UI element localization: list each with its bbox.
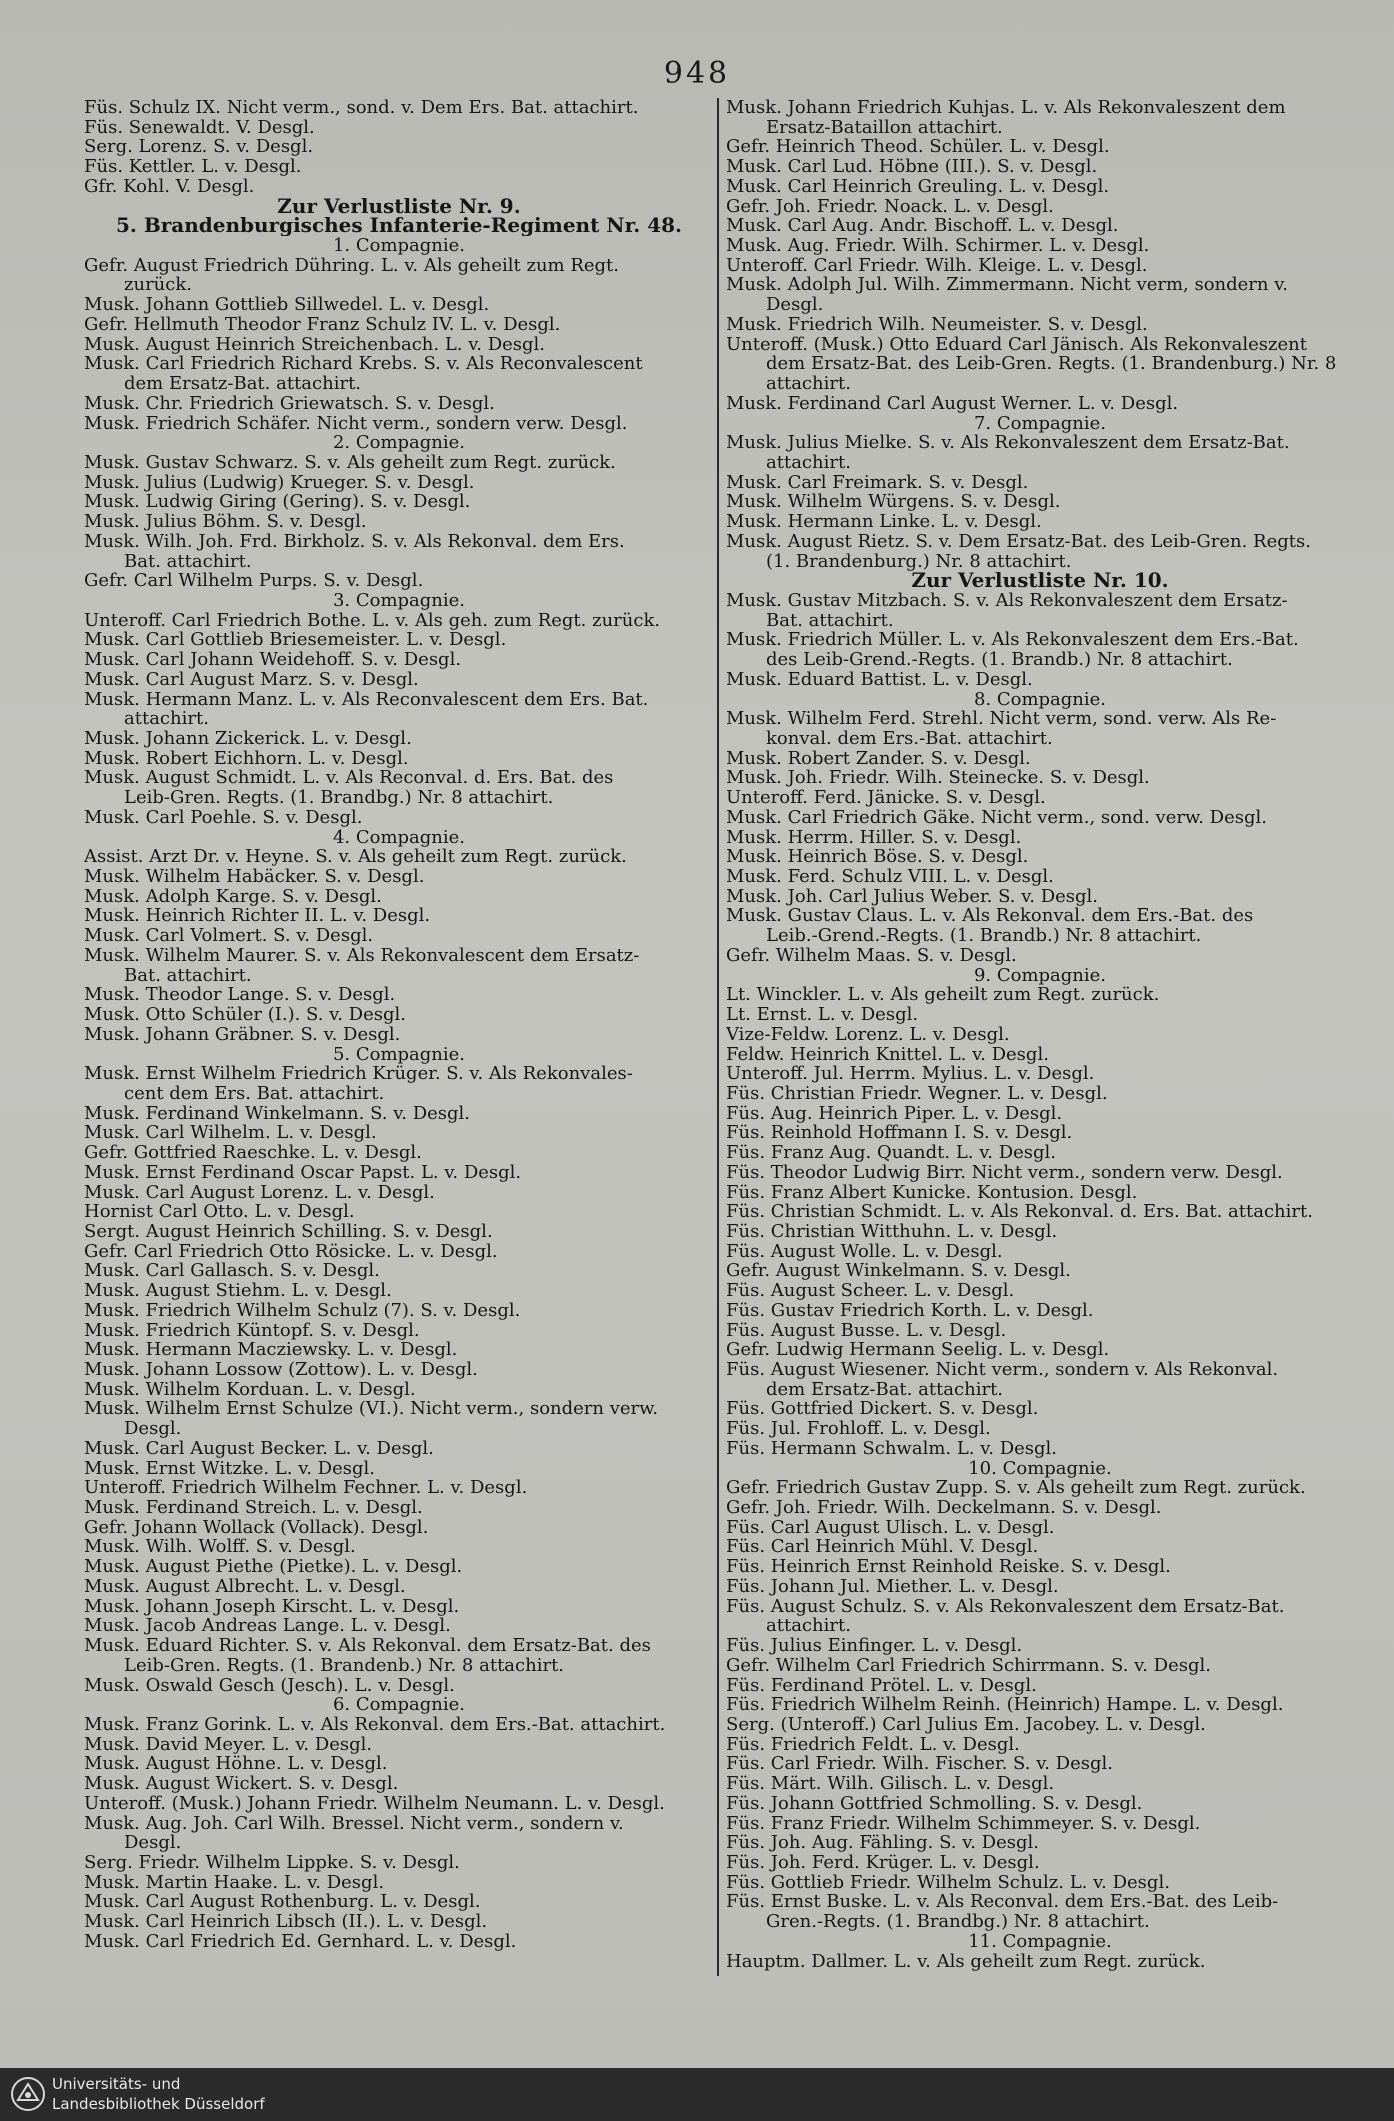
entry-line: Musk. Ludwig Giring (Gering). S. v. Desgl. [84,492,471,513]
entry-line: Musk. Carl Friedrich Gäke. Nicht verm., sond. verw. Desgl. [726,807,1267,828]
entry-line: Füs. Carl Friedr. Wilh. Fischer. S. v. Desgl. [726,1754,1113,1775]
entry-line: Musk. August Albrecht. L. v. Desgl. [84,1576,406,1597]
entry-line: Musk. August Rietz. S. v. Dem Ersatz-Bat. des Leib-Gren. Regts. [726,531,1311,552]
entry-line: Musk. Johann Gottlieb Sillwedel. L. v. Desgl. [84,295,490,315]
entry-line: Unteroff. Carl Friedrich Bothe. L. v. Als geh. zum Regt. zurück. [84,610,661,631]
entry-line: Füs. August Wiesener. Nicht verm., sondern v. Als Rekonval. [726,1360,1279,1380]
entry-line: Musk. Hermann Manz. L. v. Als Reconvalescent dem Ers. Bat. [84,689,649,710]
entry-line: Unteroff. Jul. Herrm. Mylius. L. v. Desgl. [726,1064,1095,1084]
company-heading: 3. Compagnie. [332,590,466,611]
entry-line: Musk. Ferdinand Carl August Werner. L. v. Desgl. [726,393,1179,414]
entry-line: Unteroff. (Musk.) Johann Friedr. Wilhelm Neumann. L. v. Desgl. [84,1793,665,1814]
entry-line: Desgl. [124,1833,182,1853]
entry-line: Musk. Johann Lossow (Zottow). L. v. Desgl. [84,1360,478,1380]
entry-line: Gefr. August Friedrich Dühring. L. v. Als geheilt zum Regt. [84,255,620,276]
section-heading: 5. Brandenburgisches Infanterie-Regiment Nr. 48. [116,216,682,237]
entry-line: Musk. Ferdinand Winkelmann. S. v. Desgl. [84,1103,471,1124]
entry-line: Musk. August Schmidt. L. v. Als Reconval. d. Ers. Bat. des [84,768,614,789]
ulb-logo-icon [10,2076,46,2112]
entry-line: Füs. Julius Einfinger. L. v. Desgl. [726,1636,1023,1656]
entry-line: Musk. Friedrich Müller. L. v. Als Rekonvaleszent dem Ers.-Bat. [726,630,1299,651]
entry-line: Lt. Winckler. L. v. Als geheilt zum Regt. zurück. [726,985,1160,1006]
entry-line: Musk. Wilhelm Ernst Schulze (VI.). Nicht verm., sondern verw. [84,1399,659,1420]
entry-line: Musk. Carl Gallasch. S. v. Desgl. [84,1261,380,1282]
entry-line: Musk. Carl Friedrich Ed. Gernhard. L. v. Desgl. [84,1931,517,1952]
entry-line: Musk. Friedrich Wilhelm Schulz (7). S. v. Desgl. [84,1300,521,1321]
left-column [84,98,714,1952]
company-heading: 8. Compagnie. [973,689,1107,710]
entry-line: Ersatz-Bataillon attachirt. [766,117,1003,138]
entry-line: Musk. Gustav Schwarz. S. v. Als geheilt zum Regt. zurück. [84,452,616,473]
company-heading: 6. Compagnie. [332,1695,466,1715]
entry-line: Musk. Carl Friedrich Richard Krebs. S. v. Als Reconvalescent [84,354,643,375]
entry-line: konval. dem Ers.-Bat. attachirt. [766,729,1053,749]
entry-line: Musk. Aug. Joh. Carl Wilh. Bressel. Nicht verm., sondern v. [84,1813,624,1834]
entry-line: Musk. Carl Lud. Höbne (III.). S. v. Desgl. [726,157,1098,177]
entry-line: Musk. Wilhelm Maurer. S. v. Als Rekonvalescent dem Ersatz- [84,945,640,966]
entry-line: Lt. Ernst. L. v. Desgl. [726,1005,919,1025]
entry-line: Unteroff. (Musk.) Otto Eduard Carl Jänisch. Als Rekonvaleszent [726,334,1307,355]
entry-line: Musk. Julius Böhm. S. v. Desgl. [84,512,367,532]
section-heading: Zur Verlustliste Nr. 10. [911,571,1169,591]
entry-line: Musk. August Piethe (Pietke). L. v. Desgl. [84,1557,463,1577]
entry-line: Musk. Wilhelm Korduan. L. v. Desgl. [84,1379,416,1400]
entry-line: Musk. Friedrich Wilh. Neumeister. S. v. Desgl. [726,314,1148,335]
entry-line: Musk. Eduard Richter. S. v. Als Rekonval. dem Ersatz-Bat. des [84,1636,651,1656]
entry-line: Musk. Johann Zickerick. L. v. Desgl. [84,729,412,749]
entry-line: Musk. Herrm. Hiller. S. v. Desgl. [726,827,1022,848]
entry-line: Füs. Christian Schmidt. L. v. Als Rekonval. d. Ers. Bat. attachirt. [726,1202,1313,1222]
entry-line: zurück. [124,275,192,296]
entry-line: Musk. Otto Schüler (I.). S. v. Desgl. [84,1005,406,1025]
entry-line: Musk. Gustav Mitzbach. S. v. Als Rekonvaleszent dem Ersatz- [726,590,1288,611]
entry-line: Gfr. Kohl. V. Desgl. [84,176,255,197]
entry-line: Musk. Joh. Carl Julius Weber. S. v. Desgl. [726,886,1099,907]
company-heading: 9. Compagnie. [973,965,1107,986]
entry-line: Desgl. [124,1419,182,1439]
entry-line: Musk. Hermann Macziewsky. L. v. Desgl. [84,1340,458,1360]
entry-line: Füs. Franz Friedr. Wilhelm Schimmeyer. S. v. Desgl. [726,1813,1201,1834]
entry-line: Musk. Heinrich Böse. S. v. Desgl. [726,847,1029,868]
entry-line: Musk. Adolph Karge. S. v. Desgl. [84,886,382,907]
footer-line-1: Universitäts- und [52,2075,181,2093]
entry-line: Musk. Carl Volmert. S. v. Desgl. [84,926,374,946]
entry-line: Füs. Friedrich Wilhelm Reinh. (Heinrich) Hampe. L. v. Desgl. [726,1695,1284,1715]
entry-line: Gefr. Joh. Friedr. Noack. L. v. Desgl. [726,196,1054,217]
column-divider [717,98,719,1976]
entry-line: Vize-Feldw. Lorenz. L. v. Desgl. [726,1024,1010,1045]
entry-line: Füs. Märt. Wilh. Gilisch. L. v. Desgl. [726,1774,1055,1794]
entry-line: Hornist Carl Otto. L. v. Desgl. [84,1202,355,1222]
entry-line: Musk. Julius Mielke. S. v. Als Rekonvaleszent dem Ersatz-Bat. [726,433,1290,453]
entry-line: dem Ersatz-Bat. des Leib-Gren. Regts. (1. Brandenburg.) Nr. 8 [766,354,1337,375]
entry-line: Musk. Friedrich Küntopf. S. v. Desgl. [84,1320,420,1341]
entry-line: Musk. Carl Wilhelm. L. v. Desgl. [84,1123,377,1144]
entry-line: Unteroff. Friedrich Wilhelm Fechner. L. v. Desgl. [84,1478,528,1499]
right-column [726,98,1354,1971]
entry-line: Füs. Gustav Friedrich Korth. L. v. Desgl. [726,1300,1094,1321]
entry-line: Musk. Robert Zander. S. v. Desgl. [726,748,1031,769]
entry-line: attachirt. [766,452,851,473]
entry-line: Musk. Ferdinand Streich. L. v. Desgl. [84,1498,423,1518]
entry-line: Musk. Jacob Andreas Lange. L. v. Desgl. [84,1616,451,1637]
entry-line: Gefr. Carl Wilhelm Purps. S. v. Desgl. [84,571,424,591]
entry-line: Gefr. Heinrich Theod. Schüler. L. v. Desgl. [726,137,1110,158]
entry-line: Musk. Ernst Wilhelm Friedrich Krüger. S. v. Als Rekonvales- [84,1064,633,1084]
entry-line: Musk. Ernst Ferdinand Oscar Papst. L. v. Desgl. [84,1162,522,1183]
entry-line: Leib.-Grend.-Regts. (1. Brandb.) Nr. 8 attachirt. [766,926,1202,946]
entry-line: Musk. Robert Eichhorn. L. v. Desgl. [84,748,409,769]
entry-line: Serg. Friedr. Wilhelm Lippke. S. v. Desgl. [84,1852,460,1873]
entry-line: Musk. Carl Johann Weidehoff. S. v. Desgl. [84,650,462,670]
entry-line: Leib-Gren. Regts. (1. Brandbg.) Nr. 8 attachirt. [124,788,554,808]
entry-line: Musk. Theodor Lange. S. v. Desgl. [84,985,396,1006]
entry-line: Füs. Joh. Ferd. Krüger. L. v. Desgl. [726,1852,1040,1873]
entry-line: Füs. Gottfried Dickert. S. v. Desgl. [726,1399,1039,1420]
entry-line: Füs. Jul. Frohloff. L. v. Desgl. [726,1419,991,1439]
entry-line: Musk. Carl Freimark. S. v. Desgl. [726,472,1029,493]
entry-line: Gefr. Ludwig Hermann Seelig. L. v. Desgl. [726,1340,1110,1360]
entry-line: Musk. August Stiehm. L. v. Desgl. [84,1281,392,1301]
entry-line: Musk. Hermann Linke. L. v. Desgl. [726,512,1042,532]
entry-line: Füs. Johann Gottfried Schmolling. S. v. Desgl. [726,1793,1143,1814]
company-heading: 5. Compagnie. [332,1044,466,1065]
entry-line: Musk. Joh. Friedr. Wilh. Steinecke. S. v. Desgl. [726,768,1150,789]
entry-line: Füs. Carl August Ulisch. L. v. Desgl. [726,1517,1055,1538]
entry-line: Füs. Ernst Buske. L. v. Als Reconval. dem Ers.-Bat. des Leib- [726,1892,1279,1913]
entry-line: Musk. Ernst Witzke. L. v. Desgl. [84,1458,375,1479]
entry-line: Füs. Franz Aug. Quandt. L. v. Desgl. [726,1143,1057,1163]
entry-line: Musk. Carl August Marz. S. v. Desgl. [84,669,419,690]
entry-line: Serg. Lorenz. S. v. Desgl. [84,137,314,158]
entry-line: Musk. Ferd. Schulz VIII. L. v. Desgl. [726,867,1054,887]
entry-line: Feldw. Heinrich Knittel. L. v. Desgl. [726,1044,1049,1065]
entry-line: attachirt. [124,709,209,729]
entry-line: Musk. Wilh. Joh. Frd. Birkholz. S. v. Als Rekonval. dem Ers. [84,531,625,552]
company-heading: 10. Compagnie. [968,1458,1112,1479]
entry-line: Musk. Gustav Claus. L. v. Als Rekonval. dem Ers.-Bat. des [726,906,1254,927]
entry-line: Musk. Johann Gräbner. S. v. Desgl. [84,1024,401,1045]
entry-line: Füs. Christian Witthuhn. L. v. Desgl. [726,1221,1058,1242]
entry-line: Unteroff. Ferd. Jänicke. S. v. Desgl. [726,788,1046,808]
entry-line: Serg. (Unteroff.) Carl Julius Em. Jacobey. L. v. Desgl. [726,1714,1206,1735]
entry-line: Musk. August Wickert. S. v. Desgl. [84,1774,399,1794]
entry-line: Musk. Oswald Gesch (Jesch). L. v. Desgl. [84,1675,455,1696]
entry-line: des Leib-Grend.-Regts. (1. Brandb.) Nr. 8 attachirt. [766,650,1233,670]
entry-line: Gefr. Friedrich Gustav Zupp. S. v. Als geheilt zum Regt. zurück. [726,1478,1306,1499]
entry-line: Unteroff. Carl Friedr. Wilh. Kleige. L. v. Desgl. [726,255,1148,276]
entry-line: Musk. Carl August Lorenz. L. v. Desgl. [84,1182,435,1203]
entry-line: dem Ersatz-Bat. attachirt. [766,1379,1004,1400]
entry-line: cent dem Ers. Bat. attachirt. [124,1083,385,1104]
entry-line: Gefr. Johann Wollack (Vollack). Desgl. [84,1517,429,1538]
entry-line: Gefr. August Winkelmann. S. v. Desgl. [726,1261,1071,1282]
entry-line: Füs. August Schulz. S. v. Als Rekonvaleszent dem Ersatz-Bat. [726,1596,1285,1617]
entry-line: Gefr. Gottfried Raeschke. L. v. Desgl. [84,1143,422,1163]
entry-line: Füs. August Busse. L. v. Desgl. [726,1320,1007,1341]
company-heading: 11. Compagnie. [968,1931,1112,1952]
entry-line: Musk. Chr. Friedrich Griewatsch. S. v. Desgl. [84,393,495,414]
entry-line: Musk. Franz Gorink. L. v. Als Rekonval. dem Ers.-Bat. attachirt. [84,1714,666,1735]
entry-line: Gren.-Regts. (1. Brandbg.) Nr. 8 attachirt. [766,1912,1150,1932]
entry-line: Füs. August Scheer. L. v. Desgl. [726,1281,1015,1301]
entry-line: (1. Brandenburg.) Nr. 8 attachirt. [766,551,1072,572]
entry-line: Füs. Hermann Schwalm. L. v. Desgl. [726,1438,1058,1459]
entry-line: Musk. Aug. Friedr. Wilh. Schirmer. L. v. Desgl. [726,236,1150,256]
entry-line: Musk. August Heinrich Streichenbach. L. v. Desgl. [84,334,546,355]
entry-line: Leib-Gren. Regts. (1. Brandenb.) Nr. 8 attachirt. [124,1655,565,1676]
entry-line: Füs. Heinrich Ernst Reinhold Reiske. S. v. Desgl. [726,1557,1171,1577]
entry-line: Füs. Kettler. L. v. Desgl. [84,157,302,177]
company-heading: 7. Compagnie. [973,413,1107,434]
entry-line: Musk. Adolph Jul. Wilh. Zimmermann. Nicht verm, sondern v. [726,275,1288,296]
entry-line: Musk. Johann Joseph Kirscht. L. v. Desgl. [84,1596,460,1617]
section-heading: Zur Verlustliste Nr. 9. [277,196,521,217]
company-heading: 4. Compagnie. [332,827,466,848]
entry-line: Bat. attachirt. [124,551,252,572]
entry-line: Füs. Theodor Ludwig Birr. Nicht verm., sondern verw. Desgl. [726,1162,1283,1183]
library-footer [0,2068,1394,2121]
entry-line: attachirt. [766,374,851,394]
entry-line: Musk. Wilhelm Ferd. Strehl. Nicht verm, sond. verw. Als Re- [726,709,1277,729]
entry-line: Füs. Senewaldt. V. Desgl. [84,117,315,138]
entry-line: Assist. Arzt Dr. v. Heyne. S. v. Als geheilt zum Regt. zurück. [84,847,627,868]
entry-line: Füs. Gottlieb Friedr. Wilhelm Schulz. L. v. Desgl. [726,1872,1170,1893]
entry-line: Bat. attachirt. [766,610,894,631]
entry-line: Füs. Aug. Heinrich Piper. L. v. Desgl. [726,1103,1063,1124]
entry-line: Musk. Carl August Becker. L. v. Desgl. [84,1438,434,1459]
footer-line-2: Landesbibliothek Düsseldorf [52,2095,265,2113]
entry-line: Gefr. Wilhelm Maas. S. v. Desgl. [726,945,1017,966]
entry-line: Füs. Ferdinand Prötel. L. v. Desgl. [726,1675,1037,1696]
entry-line: Musk. Carl Poehle. S. v. Desgl. [84,807,363,828]
entry-line: Musk. Carl Gottlieb Briesemeister. L. v. Desgl. [84,630,507,651]
entry-line: Musk. Carl Heinrich Greuling. L. v. Desgl. [726,176,1110,197]
entry-line: Füs. Schulz IX. Nicht verm., sond. v. Dem Ers. Bat. attachirt. [84,98,639,118]
entry-line: Füs. August Wolle. L. v. Desgl. [726,1241,1003,1262]
entry-line: Sergt. August Heinrich Schilling. S. v. Desgl. [84,1221,493,1242]
page-number: 948 [663,56,731,91]
entry-line: Musk. Johann Friedrich Kuhjas. L. v. Als Rekonvaleszent dem [726,98,1286,118]
entry-line: Füs. Reinhold Hoffmann I. S. v. Desgl. [726,1123,1073,1144]
entry-line: Gefr. Hellmuth Theodor Franz Schulz IV. L. v. Desgl. [84,314,561,335]
entry-line: Musk. Friedrich Schäfer. Nicht verm., sondern verw. Desgl. [84,413,628,434]
entry-line: Füs. Joh. Aug. Fähling. S. v. Desgl. [726,1833,1040,1853]
entry-line: Gefr. Carl Friedrich Otto Rösicke. L. v. Desgl. [84,1241,498,1262]
entry-line: Füs. Franz Albert Kunicke. Kontusion. Desgl. [726,1182,1138,1203]
entry-line: Musk. Carl Aug. Andr. Bischoff. L. v. Desgl. [726,216,1119,237]
entry-line: Musk. August Höhne. L. v. Desgl. [84,1754,388,1775]
entry-line: Musk. Julius (Ludwig) Krueger. S. v. Desgl. [84,472,475,493]
entry-line: Musk. Carl Heinrich Libsch (II.). L. v. Desgl. [84,1912,488,1932]
company-heading: 1. Compagnie. [332,236,466,256]
company-heading: 2. Compagnie. [332,433,466,453]
entry-line: attachirt. [766,1616,851,1637]
entry-line: Musk. Wilhelm Habäcker. S. v. Desgl. [84,867,425,887]
entry-line: Füs. Christian Friedr. Wegner. L. v. Desgl. [726,1083,1108,1104]
entry-line: Musk. Carl August Rothenburg. L. v. Desgl. [84,1892,481,1913]
entry-line: Musk. Wilhelm Würgens. S. v. Desgl. [726,492,1061,513]
entry-line: Füs. Johann Jul. Miether. L. v. Desgl. [726,1576,1059,1597]
entry-line: Gefr. Joh. Friedr. Wilh. Deckelmann. S. v. Desgl. [726,1498,1162,1518]
entry-line: Hauptm. Dallmer. L. v. Als geheilt zum Regt. zurück. [726,1951,1206,1972]
entry-line: Gefr. Wilhelm Carl Friedrich Schirrmann. S. v. Desgl. [726,1655,1211,1676]
entry-line: Musk. Eduard Battist. L. v. Desgl. [726,669,1033,690]
footer-text [52,2074,265,2114]
entry-line: Füs. Carl Heinrich Mühl. V. Desgl. [726,1537,1039,1558]
entry-line: Musk. David Meyer. L. v. Desgl. [84,1734,373,1755]
entry-line: Musk. Heinrich Richter II. L. v. Desgl. [84,906,431,927]
entry-line: Desgl. [766,295,824,315]
entry-line: dem Ersatz-Bat. attachirt. [124,374,362,394]
entry-line: Füs. Friedrich Feldt. L. v. Desgl. [726,1734,1020,1755]
entry-line: Musk. Martin Haake. L. v. Desgl. [84,1872,385,1893]
entry-line: Bat. attachirt. [124,965,252,986]
entry-line: Musk. Wilh. Wolff. S. v. Desgl. [84,1537,356,1558]
